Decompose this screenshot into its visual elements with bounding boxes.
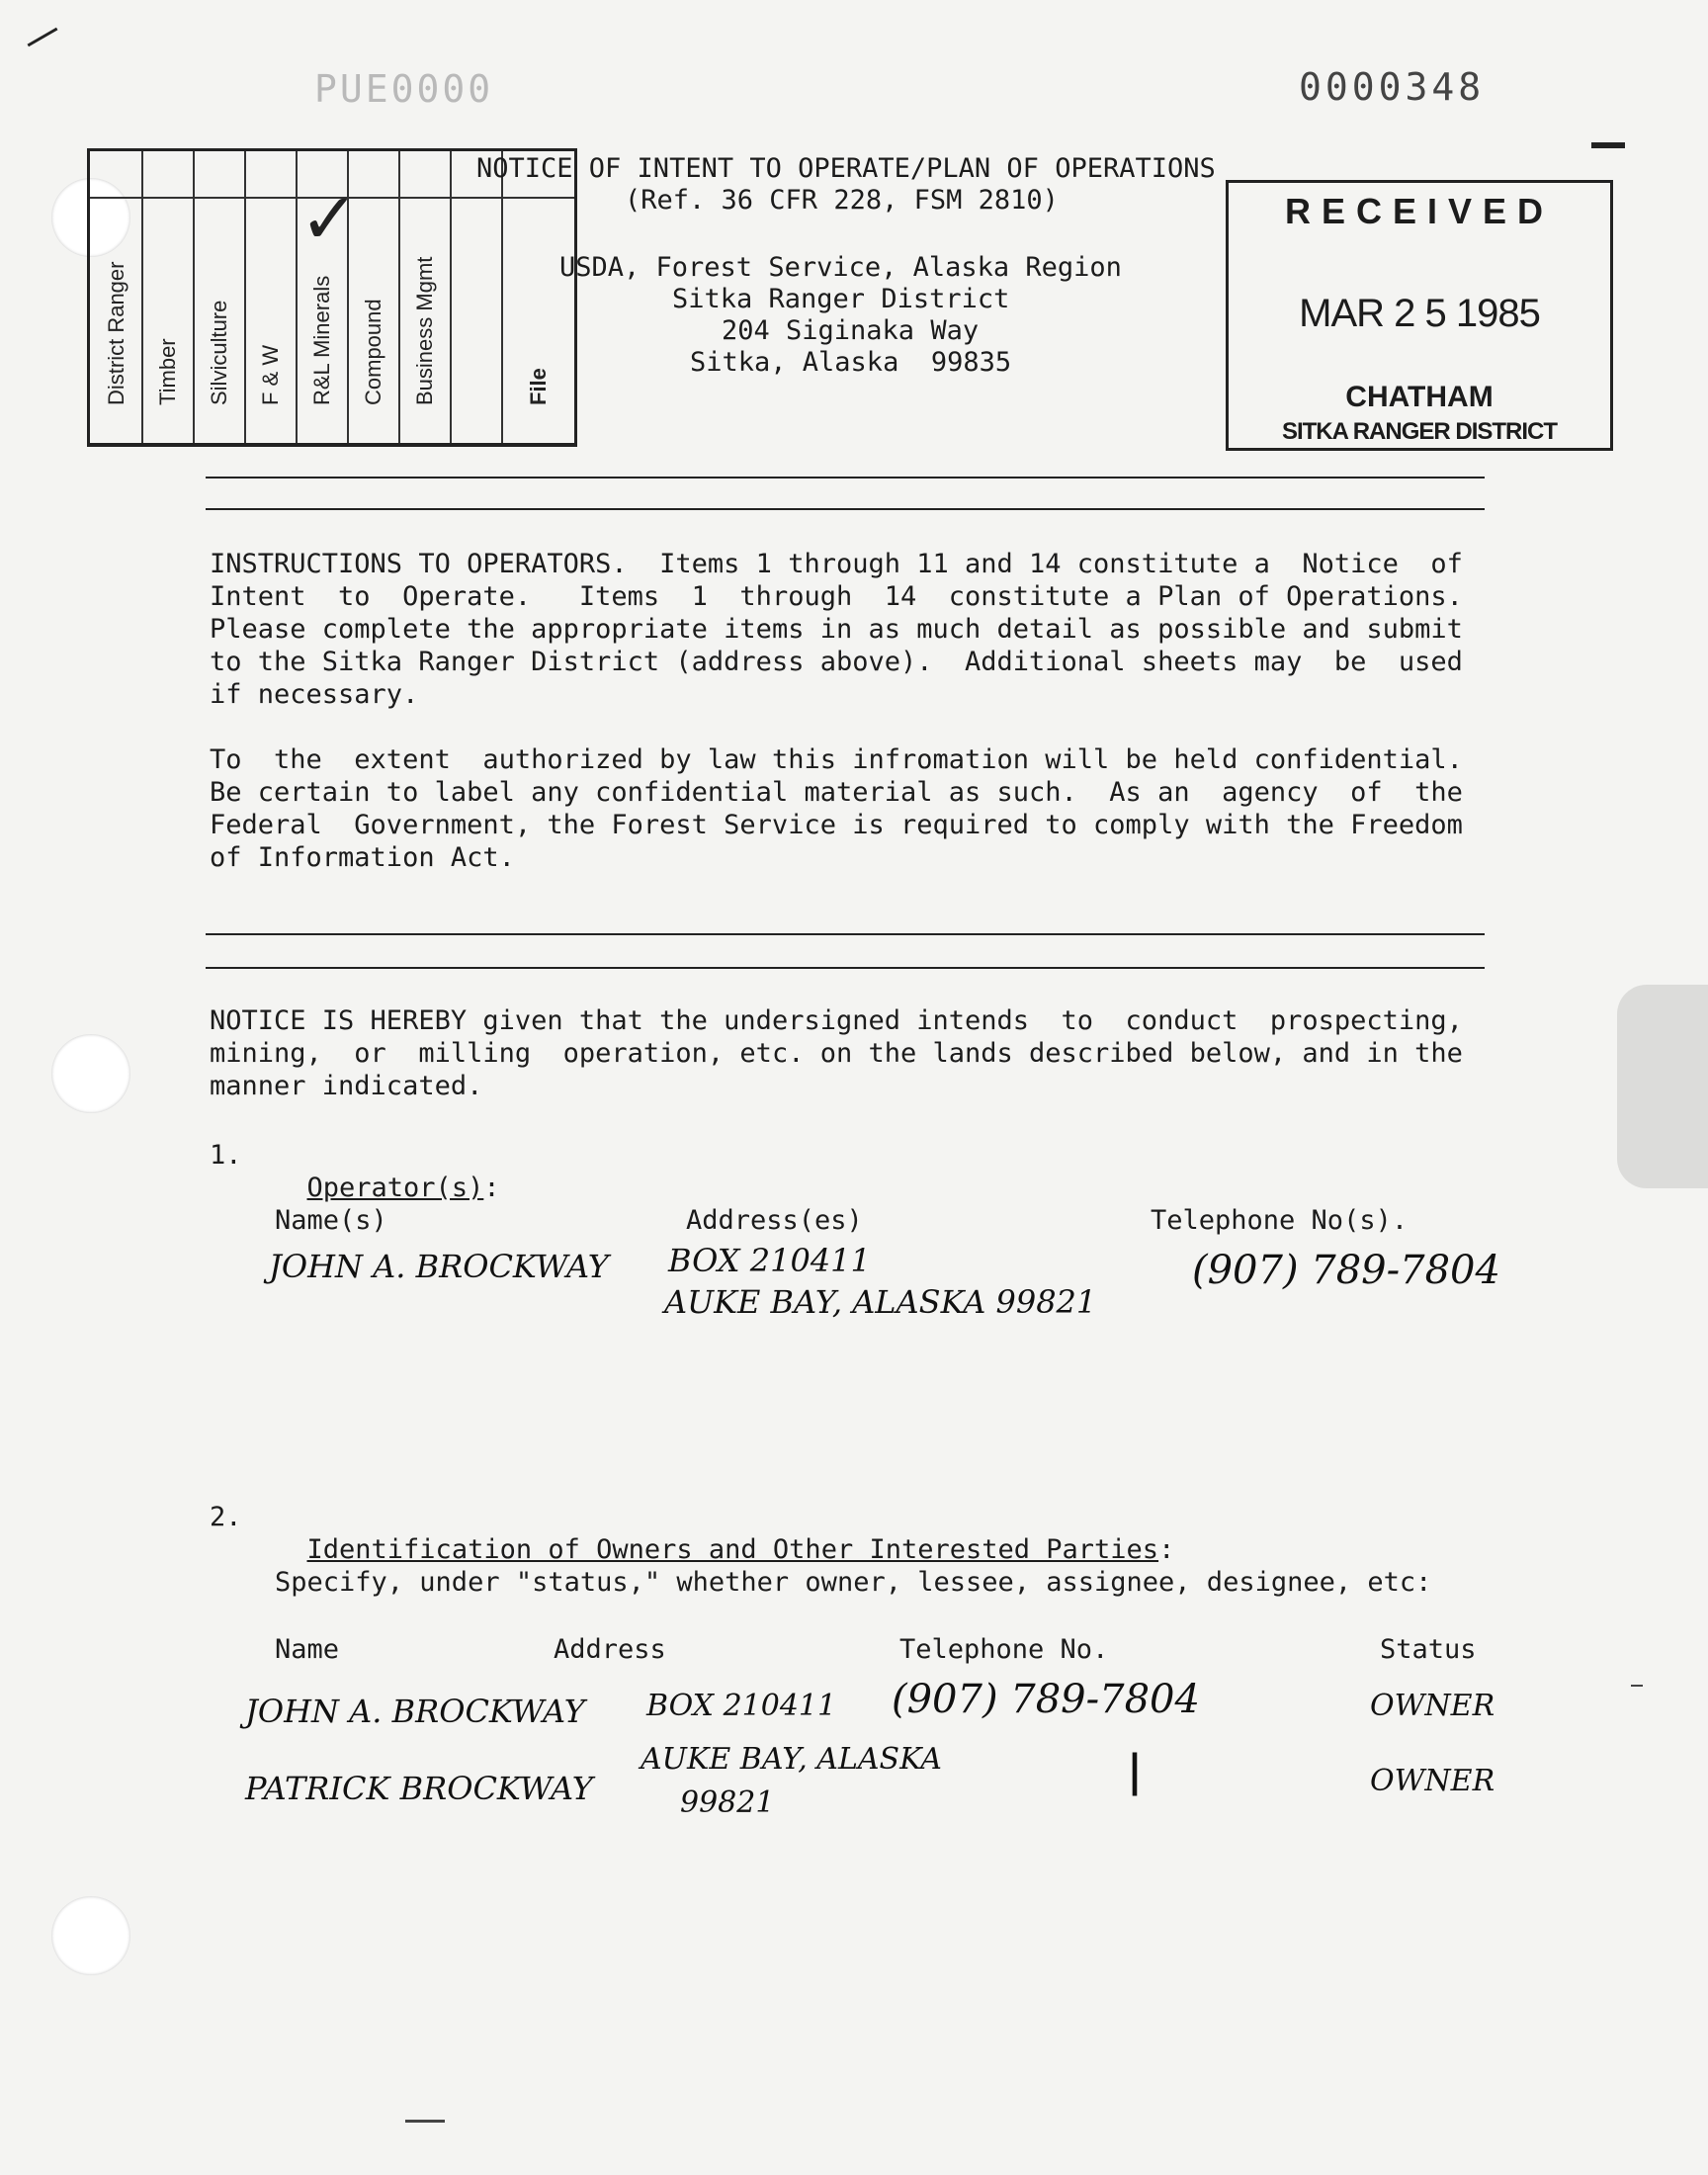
routing-col-blank: [450, 151, 503, 443]
punch-hole-middle: [51, 1034, 130, 1113]
section-1-heading: [275, 1139, 500, 1204]
confidentiality-line: of Information Act.: [210, 842, 515, 873]
routing-box: [87, 148, 577, 447]
divider-line: [206, 477, 1485, 478]
section-2-heading: [275, 1501, 1174, 1566]
checkmark-icon: ✓: [299, 177, 360, 260]
notice-line: NOTICE IS HEREBY given that the undersigned intends to conduct prospecting,: [210, 1005, 1463, 1036]
divider-line: [206, 508, 1485, 510]
punch-hole-bottom: [51, 1896, 130, 1975]
operator-address-header: Address(es): [686, 1205, 863, 1236]
instructions-line: INSTRUCTIONS TO OPERATORS. Items 1 through 11 and 14 constitute a Notice of: [210, 549, 1463, 579]
owners-name-header: Name: [275, 1634, 340, 1665]
section-2-heading-colon: :: [1158, 1534, 1175, 1565]
owner-row-2-telephone-ditto: |: [1127, 1746, 1144, 1796]
address-line-2: Sitka Ranger District: [672, 284, 1010, 314]
owner-row-1-address: BOX 210411: [646, 1689, 837, 1723]
section-2-instruction: Specify, under "status," whether owner, lessee, assignee, designee, etc:: [275, 1567, 1432, 1598]
instructions-line: Please complete the appropriate items in as much detail as possible and submit: [210, 614, 1463, 645]
owner-row-2-address: AUKE BAY, ALASKA: [640, 1742, 942, 1777]
operator-name-handwritten: JOHN A. BROCKWAY: [269, 1248, 609, 1285]
section-1-heading-colon: :: [483, 1173, 500, 1203]
operator-address-line2-handwritten: AUKE BAY, ALASKA 99821: [664, 1283, 1097, 1321]
form-title: NOTICE OF INTENT TO OPERATE/PLAN OF OPERATIONS: [476, 153, 1216, 184]
form-reference: (Ref. 36 CFR 228, FSM 2810): [625, 185, 1059, 216]
section-2-heading-text: Identification of Owners and Other Interested Parties: [306, 1534, 1159, 1565]
stamp-received: RECEIVED: [1284, 191, 1555, 231]
routing-label: Silviculture: [207, 300, 231, 405]
routing-label: Compound: [361, 299, 385, 405]
operator-telephone-header: Telephone No(s).: [1151, 1205, 1409, 1236]
instructions-line: if necessary.: [210, 679, 419, 710]
folder-tab: [1617, 985, 1708, 1188]
operator-telephone-handwritten: (907) 789-7804: [1192, 1248, 1500, 1293]
instructions-line: Intent to Operate. Items 1 through 14 constitute a Plan of Operations.: [210, 581, 1463, 612]
confidentiality-line: Federal Government, the Forest Service is required to comply with the Freedom: [210, 810, 1463, 840]
address-line-1: USDA, Forest Service, Alaska Region: [559, 252, 1122, 283]
divider-line: [206, 933, 1485, 935]
owner-row-1-name: JOHN A. BROCKWAY: [245, 1693, 585, 1730]
routing-label: R&L Minerals: [309, 275, 334, 405]
routing-label: F & W: [258, 344, 283, 405]
divider-line: [206, 967, 1485, 969]
confidentiality-line: Be certain to label any confidential material as such. As an agency of the: [210, 777, 1463, 808]
owners-status-header: Status: [1380, 1634, 1477, 1665]
routing-col-file: [501, 151, 574, 443]
address-line-4: Sitka, Alaska 99835: [690, 347, 1012, 378]
notice-line: mining, or milling operation, etc. on the lands described below, and in the: [210, 1038, 1463, 1069]
stray-mark: [1631, 1685, 1643, 1687]
section-2-number: 2.: [210, 1502, 242, 1532]
owners-address-header: Address: [554, 1634, 666, 1665]
operator-name-header: Name(s): [275, 1205, 387, 1236]
routing-label: Business Mgmt: [412, 256, 437, 405]
notice-paragraph: [210, 1004, 1463, 1102]
stamp-district: SITKA RANGER DISTRICT: [1281, 418, 1558, 445]
owner-row-2-address-zip: 99821: [680, 1785, 775, 1820]
owners-telephone-header: Telephone No.: [899, 1634, 1109, 1665]
stray-mark: [405, 2120, 445, 2123]
instructions-line: to the Sitka Ranger District (address above). Additional sheets may be used: [210, 647, 1463, 677]
document-number: 0000348: [1299, 65, 1486, 109]
faint-document-number: PUE0000: [314, 67, 494, 111]
stamp-date: MAR 2 5 1985: [1299, 292, 1540, 335]
notice-line: manner indicated.: [210, 1071, 483, 1101]
section-1-number: 1.: [210, 1140, 242, 1171]
routing-label: Timber: [155, 338, 180, 405]
address-line-3: 204 Siginaka Way: [722, 315, 980, 346]
routing-col-silviculture: [193, 151, 246, 443]
routing-label: District Ranger: [104, 261, 128, 405]
routing-label: File: [526, 368, 551, 405]
stamp-corner-mark: [1591, 142, 1625, 148]
routing-col-timber: [141, 151, 195, 443]
stamp-office: CHATHAM: [1345, 381, 1494, 413]
routing-col-fw: [244, 151, 298, 443]
operator-address-line1-handwritten: BOX 210411: [668, 1242, 871, 1279]
confidentiality-line: To the extent authorized by law this infromation will be held confidential.: [210, 744, 1463, 775]
confidentiality-paragraph: [210, 743, 1463, 874]
received-stamp: [1226, 180, 1613, 451]
stray-mark: [28, 28, 58, 47]
routing-col-district-ranger: [90, 151, 143, 443]
owner-row-1-telephone: (907) 789-7804: [892, 1677, 1200, 1722]
owner-row-2-name: PATRICK BROCKWAY: [245, 1770, 593, 1807]
owner-row-2-status: OWNER: [1370, 1764, 1495, 1798]
owner-row-1-status: OWNER: [1370, 1689, 1495, 1723]
routing-col-business-mgmt: [398, 151, 452, 443]
section-1-heading-text: Operator(s): [306, 1173, 484, 1203]
instructions-paragraph: [210, 548, 1463, 711]
